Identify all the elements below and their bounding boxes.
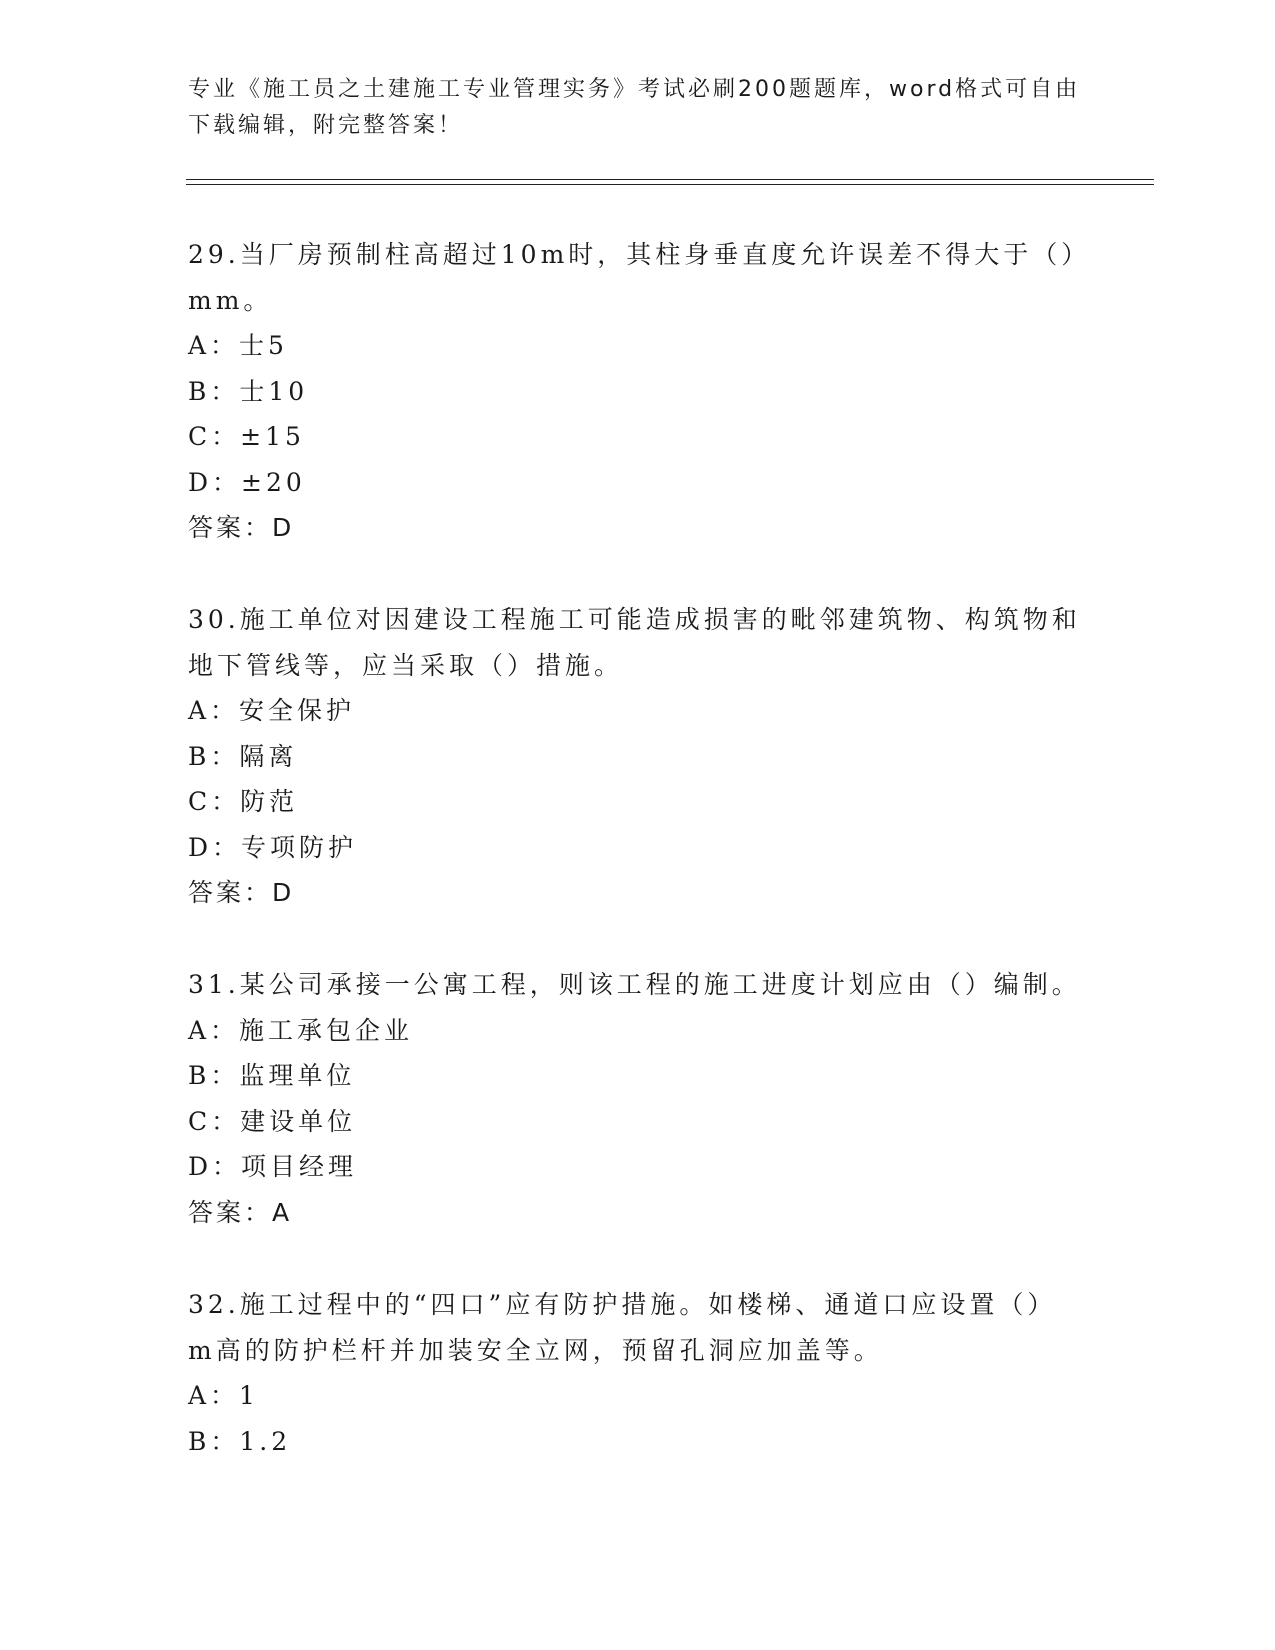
answer: 答案：A (188, 1197, 293, 1227)
header-line-1: 专业《施工员之土建施工专业管理实务》考试必刷200题题库，word格式可自由 (188, 77, 1081, 102)
header-line-2: 下载编辑，附完整答案！ (188, 113, 464, 138)
option-d: D：±20 (188, 467, 306, 497)
question-stem: 地下管线等，应当采取（）措施。 (188, 650, 624, 680)
answer: 答案：D (188, 878, 295, 907)
option-b: B：监理单位 (188, 1061, 356, 1090)
question-32 (188, 1282, 1088, 1464)
option-a: A：士5 (188, 331, 288, 360)
option-a: A：安全保护 (188, 696, 356, 725)
header-divider-bottom (186, 184, 1154, 185)
question-stem: 30.施工单位对因建设工程施工可能造成损害的毗邻建筑物、构筑物和 (188, 605, 1081, 634)
document-header (188, 72, 1088, 144)
question-31 (188, 962, 1088, 1235)
question-stem: mm。 (188, 285, 273, 315)
option-a: A：施工承包企业 (188, 1015, 414, 1045)
answer: 答案：D (188, 513, 295, 542)
question-stem: 32.施工过程中的“四口”应有防护措施。如楼梯、通道口应设置（） (188, 1290, 1057, 1319)
option-b: B：士10 (188, 376, 309, 406)
option-d: D：项目经理 (188, 1152, 358, 1181)
option-b: B：1.2 (188, 1426, 292, 1456)
option-c: C：±15 (188, 422, 305, 451)
option-a: A：1 (188, 1381, 259, 1410)
question-stem: 29.当厂房预制柱高超过10m时，其柱身垂直度允许误差不得大于（） (188, 240, 1091, 269)
question-stem: 31.某公司承接一公寓工程，则该工程的施工进度计划应由（）编制。 (188, 970, 1081, 999)
option-d: D：专项防护 (188, 832, 358, 862)
option-b: B：隔离 (188, 741, 298, 771)
option-c: C：防范 (188, 787, 299, 816)
question-stem: m高的防护栏杆并加装安全立网，预留孔洞应加盖等。 (188, 1335, 883, 1365)
header-divider-top (186, 179, 1154, 180)
question-29 (188, 232, 1091, 551)
option-c: C：建设单位 (188, 1106, 357, 1136)
question-30 (188, 597, 1088, 916)
